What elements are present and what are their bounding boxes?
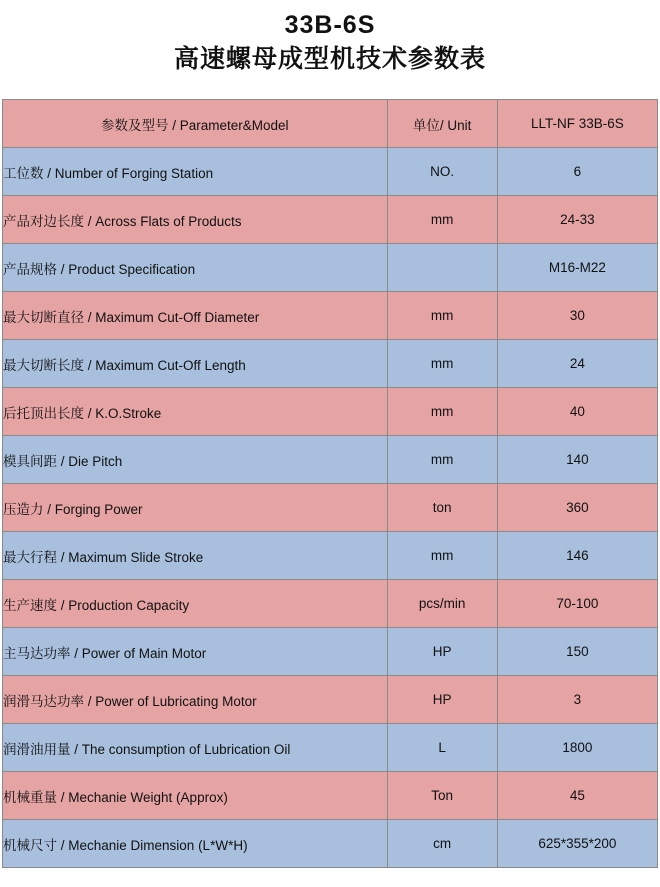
table-row — [3, 580, 658, 628]
cell-parameter: 主马达功率 / Power of Main Motor — [3, 628, 388, 676]
cell-parameter: 机械尺寸 / Mechanie Dimension (L*W*H) — [3, 820, 388, 868]
cell-unit: mm — [387, 340, 497, 388]
cell-parameter: 工位数 / Number of Forging Station — [3, 148, 388, 196]
cell-value: 3 — [497, 676, 657, 724]
table-row — [3, 820, 658, 868]
cell-unit: mm — [387, 388, 497, 436]
cell-value: 6 — [497, 148, 657, 196]
cell-value: 1800 — [497, 724, 657, 772]
cell-value: 140 — [497, 436, 657, 484]
cell-unit — [387, 244, 497, 292]
table-row — [3, 388, 658, 436]
table-row — [3, 148, 658, 196]
cell-parameter: 产品规格 / Product Specification — [3, 244, 388, 292]
cell-parameter: 生产速度 / Production Capacity — [3, 580, 388, 628]
table-row — [3, 292, 658, 340]
cell-value: 150 — [497, 628, 657, 676]
cell-parameter: 最大切断长度 / Maximum Cut-Off Length — [3, 340, 388, 388]
cell-value: 625*355*200 — [497, 820, 657, 868]
specification-table — [2, 99, 658, 868]
table-row — [3, 340, 658, 388]
title-subtitle: 高速螺母成型机技术参数表 — [173, 45, 486, 73]
cell-parameter: 最大切断直径 / Maximum Cut-Off Diameter — [3, 292, 388, 340]
cell-unit: pcs/min — [387, 580, 497, 628]
cell-parameter: 后托顶出长度 / K.O.Stroke — [3, 388, 388, 436]
cell-unit: L — [387, 724, 497, 772]
cell-value: 360 — [497, 484, 657, 532]
table-row — [3, 196, 658, 244]
page-title — [0, 0, 660, 76]
table-row — [3, 772, 658, 820]
cell-unit: HP — [387, 628, 497, 676]
table-row — [3, 676, 658, 724]
cell-unit: mm — [387, 292, 497, 340]
cell-parameter: 产品对边长度 / Across Flats of Products — [3, 196, 388, 244]
column-header-model: LLT-NF 33B-6S — [497, 100, 657, 148]
cell-value: 45 — [497, 772, 657, 820]
column-header-unit: 单位/ Unit — [387, 100, 497, 148]
table-header-row — [3, 100, 658, 148]
cell-value: 30 — [497, 292, 657, 340]
cell-unit: NO. — [387, 148, 497, 196]
cell-parameter: 最大行程 / Maximum Slide Stroke — [3, 532, 388, 580]
cell-value: 70-100 — [497, 580, 657, 628]
cell-unit: mm — [387, 436, 497, 484]
cell-unit: Ton — [387, 772, 497, 820]
table-row — [3, 724, 658, 772]
cell-unit: HP — [387, 676, 497, 724]
cell-value: 24 — [497, 340, 657, 388]
cell-parameter: 压造力 / Forging Power — [3, 484, 388, 532]
cell-parameter: 模具间距 / Die Pitch — [3, 436, 388, 484]
cell-value: 24-33 — [497, 196, 657, 244]
cell-parameter: 机械重量 / Mechanie Weight (Approx) — [3, 772, 388, 820]
cell-value: 40 — [497, 388, 657, 436]
cell-unit: ton — [387, 484, 497, 532]
title-model: 33B-6S — [284, 11, 376, 39]
table-row — [3, 628, 658, 676]
cell-parameter: 润滑马达功率 / Power of Lubricating Motor — [3, 676, 388, 724]
table-row — [3, 532, 658, 580]
cell-unit: mm — [387, 196, 497, 244]
cell-value: 146 — [497, 532, 657, 580]
cell-value: M16-M22 — [497, 244, 657, 292]
column-header-parameter: 参数及型号 / Parameter&Model — [3, 100, 388, 148]
table-row — [3, 244, 658, 292]
table-row — [3, 484, 658, 532]
table-body — [3, 100, 658, 868]
cell-parameter: 润滑油用量 / The consumption of Lubrication Oil — [3, 724, 388, 772]
cell-unit: cm — [387, 820, 497, 868]
cell-unit: mm — [387, 532, 497, 580]
table-row — [3, 436, 658, 484]
